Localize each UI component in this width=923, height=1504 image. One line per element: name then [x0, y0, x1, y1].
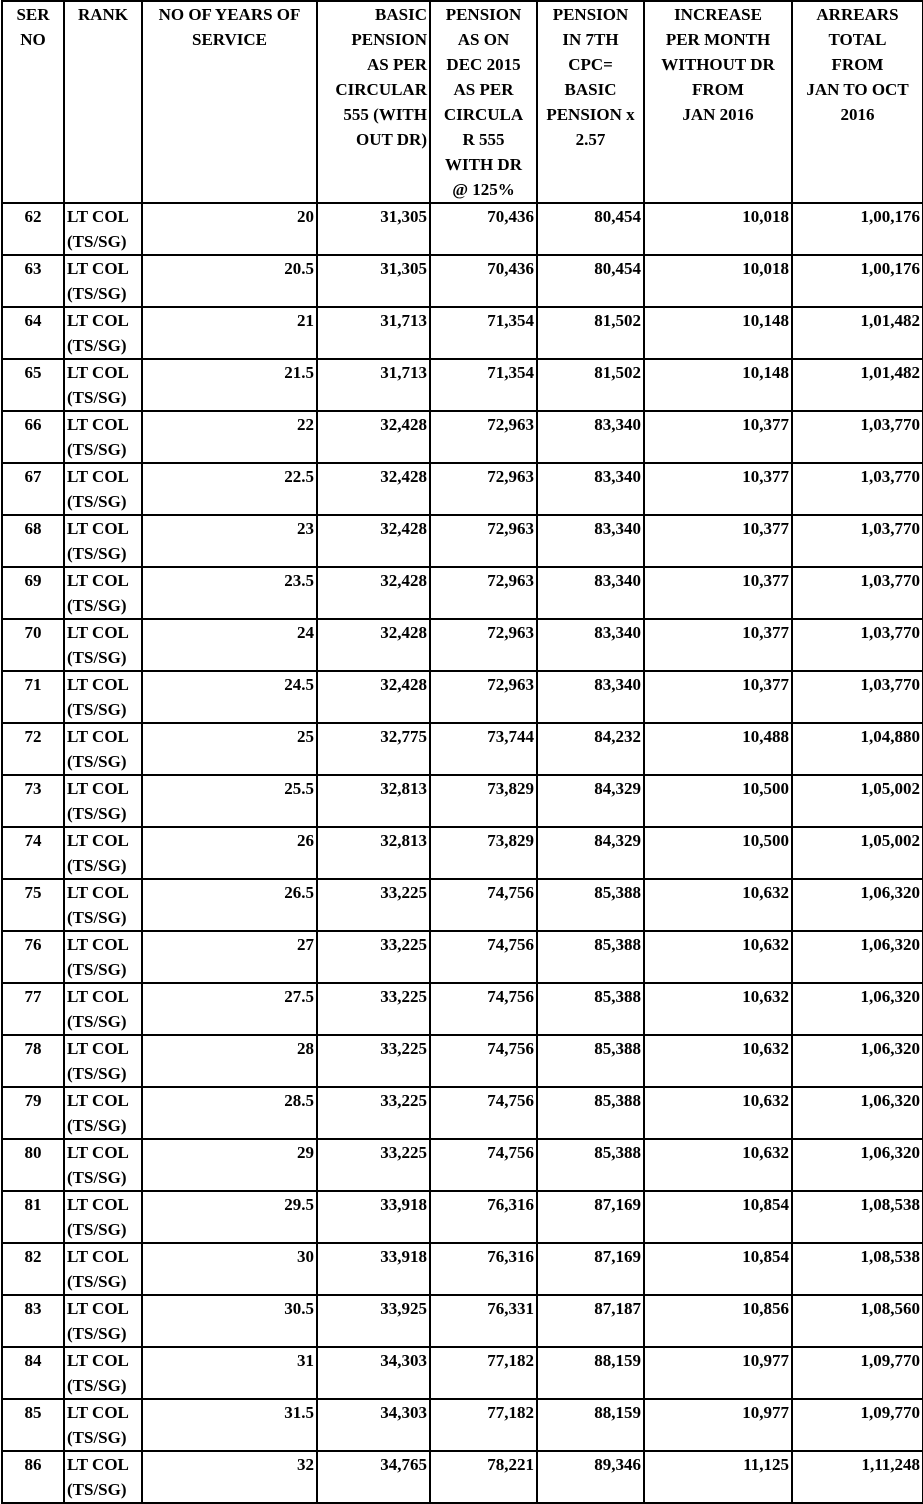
cell-basic-pension: 32,428: [317, 671, 430, 723]
cell-basic-pension: 32,813: [317, 775, 430, 827]
cell-ser-no: 82: [2, 1243, 64, 1295]
cell-pension-dec-2015: 72,963: [430, 515, 537, 567]
header-years-of-service: NO OF YEARS OF SERVICE: [142, 1, 317, 203]
cell-rank: LT COL (TS/SG): [64, 775, 142, 827]
table-row: [2, 1087, 923, 1139]
table-row: [2, 1243, 923, 1295]
table-row: [2, 1399, 923, 1451]
cell-pension-dec-2015: 72,963: [430, 671, 537, 723]
cell-pension-7th-cpc: 85,388: [537, 931, 644, 983]
cell-pension-dec-2015: 76,316: [430, 1191, 537, 1243]
cell-ser-no: 70: [2, 619, 64, 671]
cell-pension-7th-cpc: 80,454: [537, 203, 644, 255]
cell-rank: LT COL (TS/SG): [64, 255, 142, 307]
cell-arrears-total: 1,05,002: [792, 827, 923, 879]
cell-years-of-service: 32: [142, 1451, 317, 1503]
header-ser-no: SER NO: [2, 1, 64, 203]
cell-years-of-service: 28.5: [142, 1087, 317, 1139]
table-row: [2, 1451, 923, 1503]
cell-ser-no: 85: [2, 1399, 64, 1451]
table-row: [2, 1347, 923, 1399]
table-row: [2, 1191, 923, 1243]
cell-rank: LT COL (TS/SG): [64, 1139, 142, 1191]
cell-years-of-service: 31: [142, 1347, 317, 1399]
cell-pension-dec-2015: 72,963: [430, 619, 537, 671]
cell-rank: LT COL (TS/SG): [64, 1243, 142, 1295]
cell-increase-per-month: 10,632: [644, 1035, 792, 1087]
cell-pension-dec-2015: 77,182: [430, 1347, 537, 1399]
table-row: [2, 307, 923, 359]
cell-arrears-total: 1,00,176: [792, 203, 923, 255]
cell-arrears-total: 1,03,770: [792, 515, 923, 567]
cell-basic-pension: 34,303: [317, 1347, 430, 1399]
table-row: [2, 723, 923, 775]
cell-ser-no: 74: [2, 827, 64, 879]
cell-pension-7th-cpc: 83,340: [537, 411, 644, 463]
header-row: [2, 1, 923, 203]
cell-rank: LT COL (TS/SG): [64, 879, 142, 931]
cell-pension-7th-cpc: 80,454: [537, 255, 644, 307]
cell-increase-per-month: 10,632: [644, 1139, 792, 1191]
cell-basic-pension: 32,813: [317, 827, 430, 879]
cell-rank: LT COL (TS/SG): [64, 515, 142, 567]
cell-increase-per-month: 10,854: [644, 1243, 792, 1295]
cell-arrears-total: 1,03,770: [792, 619, 923, 671]
table-row: [2, 879, 923, 931]
cell-pension-dec-2015: 74,756: [430, 1087, 537, 1139]
cell-years-of-service: 25: [142, 723, 317, 775]
cell-rank: LT COL (TS/SG): [64, 203, 142, 255]
cell-pension-7th-cpc: 85,388: [537, 1139, 644, 1191]
cell-years-of-service: 24: [142, 619, 317, 671]
cell-pension-7th-cpc: 85,388: [537, 1087, 644, 1139]
header-pension-7th-cpc: PENSION IN 7TH CPC= BASIC PENSION x 2.57: [537, 1, 644, 203]
cell-pension-dec-2015: 74,756: [430, 983, 537, 1035]
cell-ser-no: 75: [2, 879, 64, 931]
cell-arrears-total: 1,01,482: [792, 359, 923, 411]
cell-pension-7th-cpc: 84,329: [537, 775, 644, 827]
cell-rank: LT COL (TS/SG): [64, 1451, 142, 1503]
cell-basic-pension: 32,428: [317, 567, 430, 619]
cell-years-of-service: 21: [142, 307, 317, 359]
table-row: [2, 983, 923, 1035]
cell-ser-no: 77: [2, 983, 64, 1035]
cell-basic-pension: 33,918: [317, 1191, 430, 1243]
cell-pension-7th-cpc: 87,169: [537, 1191, 644, 1243]
cell-pension-dec-2015: 71,354: [430, 359, 537, 411]
cell-increase-per-month: 10,632: [644, 931, 792, 983]
cell-years-of-service: 23.5: [142, 567, 317, 619]
cell-years-of-service: 22.5: [142, 463, 317, 515]
cell-pension-dec-2015: 72,963: [430, 411, 537, 463]
cell-rank: LT COL (TS/SG): [64, 671, 142, 723]
table-row: [2, 931, 923, 983]
cell-arrears-total: 1,00,176: [792, 255, 923, 307]
cell-arrears-total: 1,09,770: [792, 1399, 923, 1451]
cell-pension-7th-cpc: 83,340: [537, 463, 644, 515]
cell-basic-pension: 33,225: [317, 931, 430, 983]
table-row: [2, 1035, 923, 1087]
cell-increase-per-month: 10,632: [644, 1087, 792, 1139]
cell-pension-dec-2015: 76,316: [430, 1243, 537, 1295]
cell-pension-7th-cpc: 83,340: [537, 619, 644, 671]
header-basic-pension: BASIC PENSION AS PER CIRCULAR 555 (WITH OUT DR): [317, 1, 430, 203]
cell-pension-7th-cpc: 81,502: [537, 359, 644, 411]
header-increase-per-month: INCREASE PER MONTH WITHOUT DR FROM JAN 2016: [644, 1, 792, 203]
cell-years-of-service: 27: [142, 931, 317, 983]
cell-arrears-total: 1,09,770: [792, 1347, 923, 1399]
cell-ser-no: 67: [2, 463, 64, 515]
cell-pension-7th-cpc: 85,388: [537, 879, 644, 931]
cell-ser-no: 83: [2, 1295, 64, 1347]
cell-rank: LT COL (TS/SG): [64, 983, 142, 1035]
cell-arrears-total: 1,03,770: [792, 463, 923, 515]
cell-basic-pension: 32,775: [317, 723, 430, 775]
cell-increase-per-month: 10,377: [644, 671, 792, 723]
cell-ser-no: 65: [2, 359, 64, 411]
cell-pension-dec-2015: 74,756: [430, 879, 537, 931]
cell-arrears-total: 1,11,248: [792, 1451, 923, 1503]
cell-ser-no: 68: [2, 515, 64, 567]
cell-increase-per-month: 10,488: [644, 723, 792, 775]
cell-pension-7th-cpc: 83,340: [537, 515, 644, 567]
cell-pension-7th-cpc: 88,159: [537, 1399, 644, 1451]
cell-pension-dec-2015: 73,829: [430, 827, 537, 879]
cell-ser-no: 80: [2, 1139, 64, 1191]
cell-rank: LT COL (TS/SG): [64, 567, 142, 619]
cell-years-of-service: 29.5: [142, 1191, 317, 1243]
cell-basic-pension: 31,305: [317, 255, 430, 307]
cell-basic-pension: 31,713: [317, 307, 430, 359]
cell-pension-dec-2015: 78,221: [430, 1451, 537, 1503]
cell-ser-no: 86: [2, 1451, 64, 1503]
cell-pension-dec-2015: 72,963: [430, 463, 537, 515]
cell-years-of-service: 21.5: [142, 359, 317, 411]
cell-arrears-total: 1,04,880: [792, 723, 923, 775]
table-row: [2, 619, 923, 671]
cell-ser-no: 73: [2, 775, 64, 827]
cell-ser-no: 79: [2, 1087, 64, 1139]
cell-arrears-total: 1,06,320: [792, 931, 923, 983]
cell-arrears-total: 1,06,320: [792, 879, 923, 931]
table-row: [2, 359, 923, 411]
cell-ser-no: 71: [2, 671, 64, 723]
cell-pension-dec-2015: 74,756: [430, 1139, 537, 1191]
cell-years-of-service: 22: [142, 411, 317, 463]
cell-rank: LT COL (TS/SG): [64, 723, 142, 775]
cell-increase-per-month: 10,018: [644, 255, 792, 307]
cell-pension-dec-2015: 76,331: [430, 1295, 537, 1347]
cell-pension-dec-2015: 74,756: [430, 1035, 537, 1087]
cell-rank: LT COL (TS/SG): [64, 931, 142, 983]
cell-ser-no: 81: [2, 1191, 64, 1243]
cell-ser-no: 72: [2, 723, 64, 775]
cell-rank: LT COL (TS/SG): [64, 1399, 142, 1451]
table-row: [2, 671, 923, 723]
cell-arrears-total: 1,03,770: [792, 671, 923, 723]
cell-years-of-service: 30: [142, 1243, 317, 1295]
cell-pension-7th-cpc: 84,232: [537, 723, 644, 775]
cell-rank: LT COL (TS/SG): [64, 463, 142, 515]
cell-basic-pension: 32,428: [317, 619, 430, 671]
cell-years-of-service: 26: [142, 827, 317, 879]
cell-pension-dec-2015: 74,756: [430, 931, 537, 983]
cell-pension-dec-2015: 70,436: [430, 203, 537, 255]
cell-rank: LT COL (TS/SG): [64, 307, 142, 359]
cell-arrears-total: 1,03,770: [792, 567, 923, 619]
cell-rank: LT COL (TS/SG): [64, 827, 142, 879]
cell-years-of-service: 27.5: [142, 983, 317, 1035]
cell-pension-7th-cpc: 84,329: [537, 827, 644, 879]
cell-increase-per-month: 10,148: [644, 307, 792, 359]
cell-arrears-total: 1,01,482: [792, 307, 923, 359]
cell-years-of-service: 24.5: [142, 671, 317, 723]
cell-basic-pension: 34,303: [317, 1399, 430, 1451]
cell-years-of-service: 20: [142, 203, 317, 255]
cell-pension-dec-2015: 77,182: [430, 1399, 537, 1451]
cell-years-of-service: 23: [142, 515, 317, 567]
cell-pension-7th-cpc: 83,340: [537, 567, 644, 619]
cell-years-of-service: 30.5: [142, 1295, 317, 1347]
cell-ser-no: 69: [2, 567, 64, 619]
pension-arrears-table: [1, 0, 923, 1504]
table-row: [2, 775, 923, 827]
cell-arrears-total: 1,08,538: [792, 1243, 923, 1295]
cell-pension-7th-cpc: 85,388: [537, 983, 644, 1035]
cell-pension-7th-cpc: 87,187: [537, 1295, 644, 1347]
cell-rank: LT COL (TS/SG): [64, 1295, 142, 1347]
cell-arrears-total: 1,05,002: [792, 775, 923, 827]
table-row: [2, 411, 923, 463]
cell-pension-7th-cpc: 83,340: [537, 671, 644, 723]
cell-increase-per-month: 10,377: [644, 463, 792, 515]
header-arrears-total: ARREARS TOTAL FROM JAN TO OCT 2016: [792, 1, 923, 203]
cell-pension-dec-2015: 72,963: [430, 567, 537, 619]
cell-years-of-service: 29: [142, 1139, 317, 1191]
cell-rank: LT COL (TS/SG): [64, 1035, 142, 1087]
cell-basic-pension: 33,225: [317, 879, 430, 931]
cell-pension-7th-cpc: 88,159: [537, 1347, 644, 1399]
cell-rank: LT COL (TS/SG): [64, 1347, 142, 1399]
cell-ser-no: 84: [2, 1347, 64, 1399]
cell-increase-per-month: 10,977: [644, 1399, 792, 1451]
cell-pension-dec-2015: 73,744: [430, 723, 537, 775]
cell-basic-pension: 31,305: [317, 203, 430, 255]
cell-arrears-total: 1,06,320: [792, 983, 923, 1035]
table-row: [2, 203, 923, 255]
cell-basic-pension: 32,428: [317, 411, 430, 463]
cell-increase-per-month: 10,377: [644, 515, 792, 567]
cell-ser-no: 63: [2, 255, 64, 307]
header-pension-dec-2015: PENSION AS ON DEC 2015 AS PER CIRCULA R 555 WITH DR @ 125%: [430, 1, 537, 203]
cell-basic-pension: 33,225: [317, 983, 430, 1035]
cell-basic-pension: 34,765: [317, 1451, 430, 1503]
cell-arrears-total: 1,08,560: [792, 1295, 923, 1347]
table-row: [2, 255, 923, 307]
cell-increase-per-month: 10,632: [644, 983, 792, 1035]
cell-increase-per-month: 11,125: [644, 1451, 792, 1503]
cell-rank: LT COL (TS/SG): [64, 359, 142, 411]
cell-pension-7th-cpc: 89,346: [537, 1451, 644, 1503]
cell-years-of-service: 26.5: [142, 879, 317, 931]
cell-pension-dec-2015: 70,436: [430, 255, 537, 307]
cell-ser-no: 76: [2, 931, 64, 983]
table-row: [2, 515, 923, 567]
cell-ser-no: 64: [2, 307, 64, 359]
cell-increase-per-month: 10,856: [644, 1295, 792, 1347]
cell-ser-no: 66: [2, 411, 64, 463]
cell-basic-pension: 32,428: [317, 463, 430, 515]
table-row: [2, 827, 923, 879]
cell-pension-7th-cpc: 81,502: [537, 307, 644, 359]
cell-ser-no: 78: [2, 1035, 64, 1087]
cell-rank: LT COL (TS/SG): [64, 411, 142, 463]
cell-ser-no: 62: [2, 203, 64, 255]
table-row: [2, 1295, 923, 1347]
cell-increase-per-month: 10,632: [644, 879, 792, 931]
cell-basic-pension: 33,225: [317, 1035, 430, 1087]
cell-arrears-total: 1,06,320: [792, 1139, 923, 1191]
cell-basic-pension: 31,713: [317, 359, 430, 411]
cell-increase-per-month: 10,977: [644, 1347, 792, 1399]
cell-arrears-total: 1,08,538: [792, 1191, 923, 1243]
cell-years-of-service: 25.5: [142, 775, 317, 827]
cell-increase-per-month: 10,018: [644, 203, 792, 255]
header-rank: RANK: [64, 1, 142, 203]
cell-increase-per-month: 10,500: [644, 827, 792, 879]
cell-years-of-service: 20.5: [142, 255, 317, 307]
cell-basic-pension: 33,225: [317, 1087, 430, 1139]
cell-basic-pension: 33,225: [317, 1139, 430, 1191]
table-row: [2, 1139, 923, 1191]
cell-increase-per-month: 10,148: [644, 359, 792, 411]
cell-rank: LT COL (TS/SG): [64, 619, 142, 671]
cell-basic-pension: 32,428: [317, 515, 430, 567]
cell-basic-pension: 33,925: [317, 1295, 430, 1347]
cell-arrears-total: 1,06,320: [792, 1087, 923, 1139]
cell-increase-per-month: 10,377: [644, 411, 792, 463]
cell-increase-per-month: 10,500: [644, 775, 792, 827]
cell-pension-dec-2015: 73,829: [430, 775, 537, 827]
cell-basic-pension: 33,918: [317, 1243, 430, 1295]
cell-increase-per-month: 10,377: [644, 619, 792, 671]
cell-rank: LT COL (TS/SG): [64, 1087, 142, 1139]
cell-pension-dec-2015: 71,354: [430, 307, 537, 359]
cell-increase-per-month: 10,854: [644, 1191, 792, 1243]
cell-arrears-total: 1,03,770: [792, 411, 923, 463]
cell-increase-per-month: 10,377: [644, 567, 792, 619]
cell-years-of-service: 28: [142, 1035, 317, 1087]
table-row: [2, 463, 923, 515]
cell-arrears-total: 1,06,320: [792, 1035, 923, 1087]
table-row: [2, 567, 923, 619]
cell-years-of-service: 31.5: [142, 1399, 317, 1451]
cell-pension-7th-cpc: 87,169: [537, 1243, 644, 1295]
cell-rank: LT COL (TS/SG): [64, 1191, 142, 1243]
table-body: [2, 203, 923, 1503]
cell-pension-7th-cpc: 85,388: [537, 1035, 644, 1087]
